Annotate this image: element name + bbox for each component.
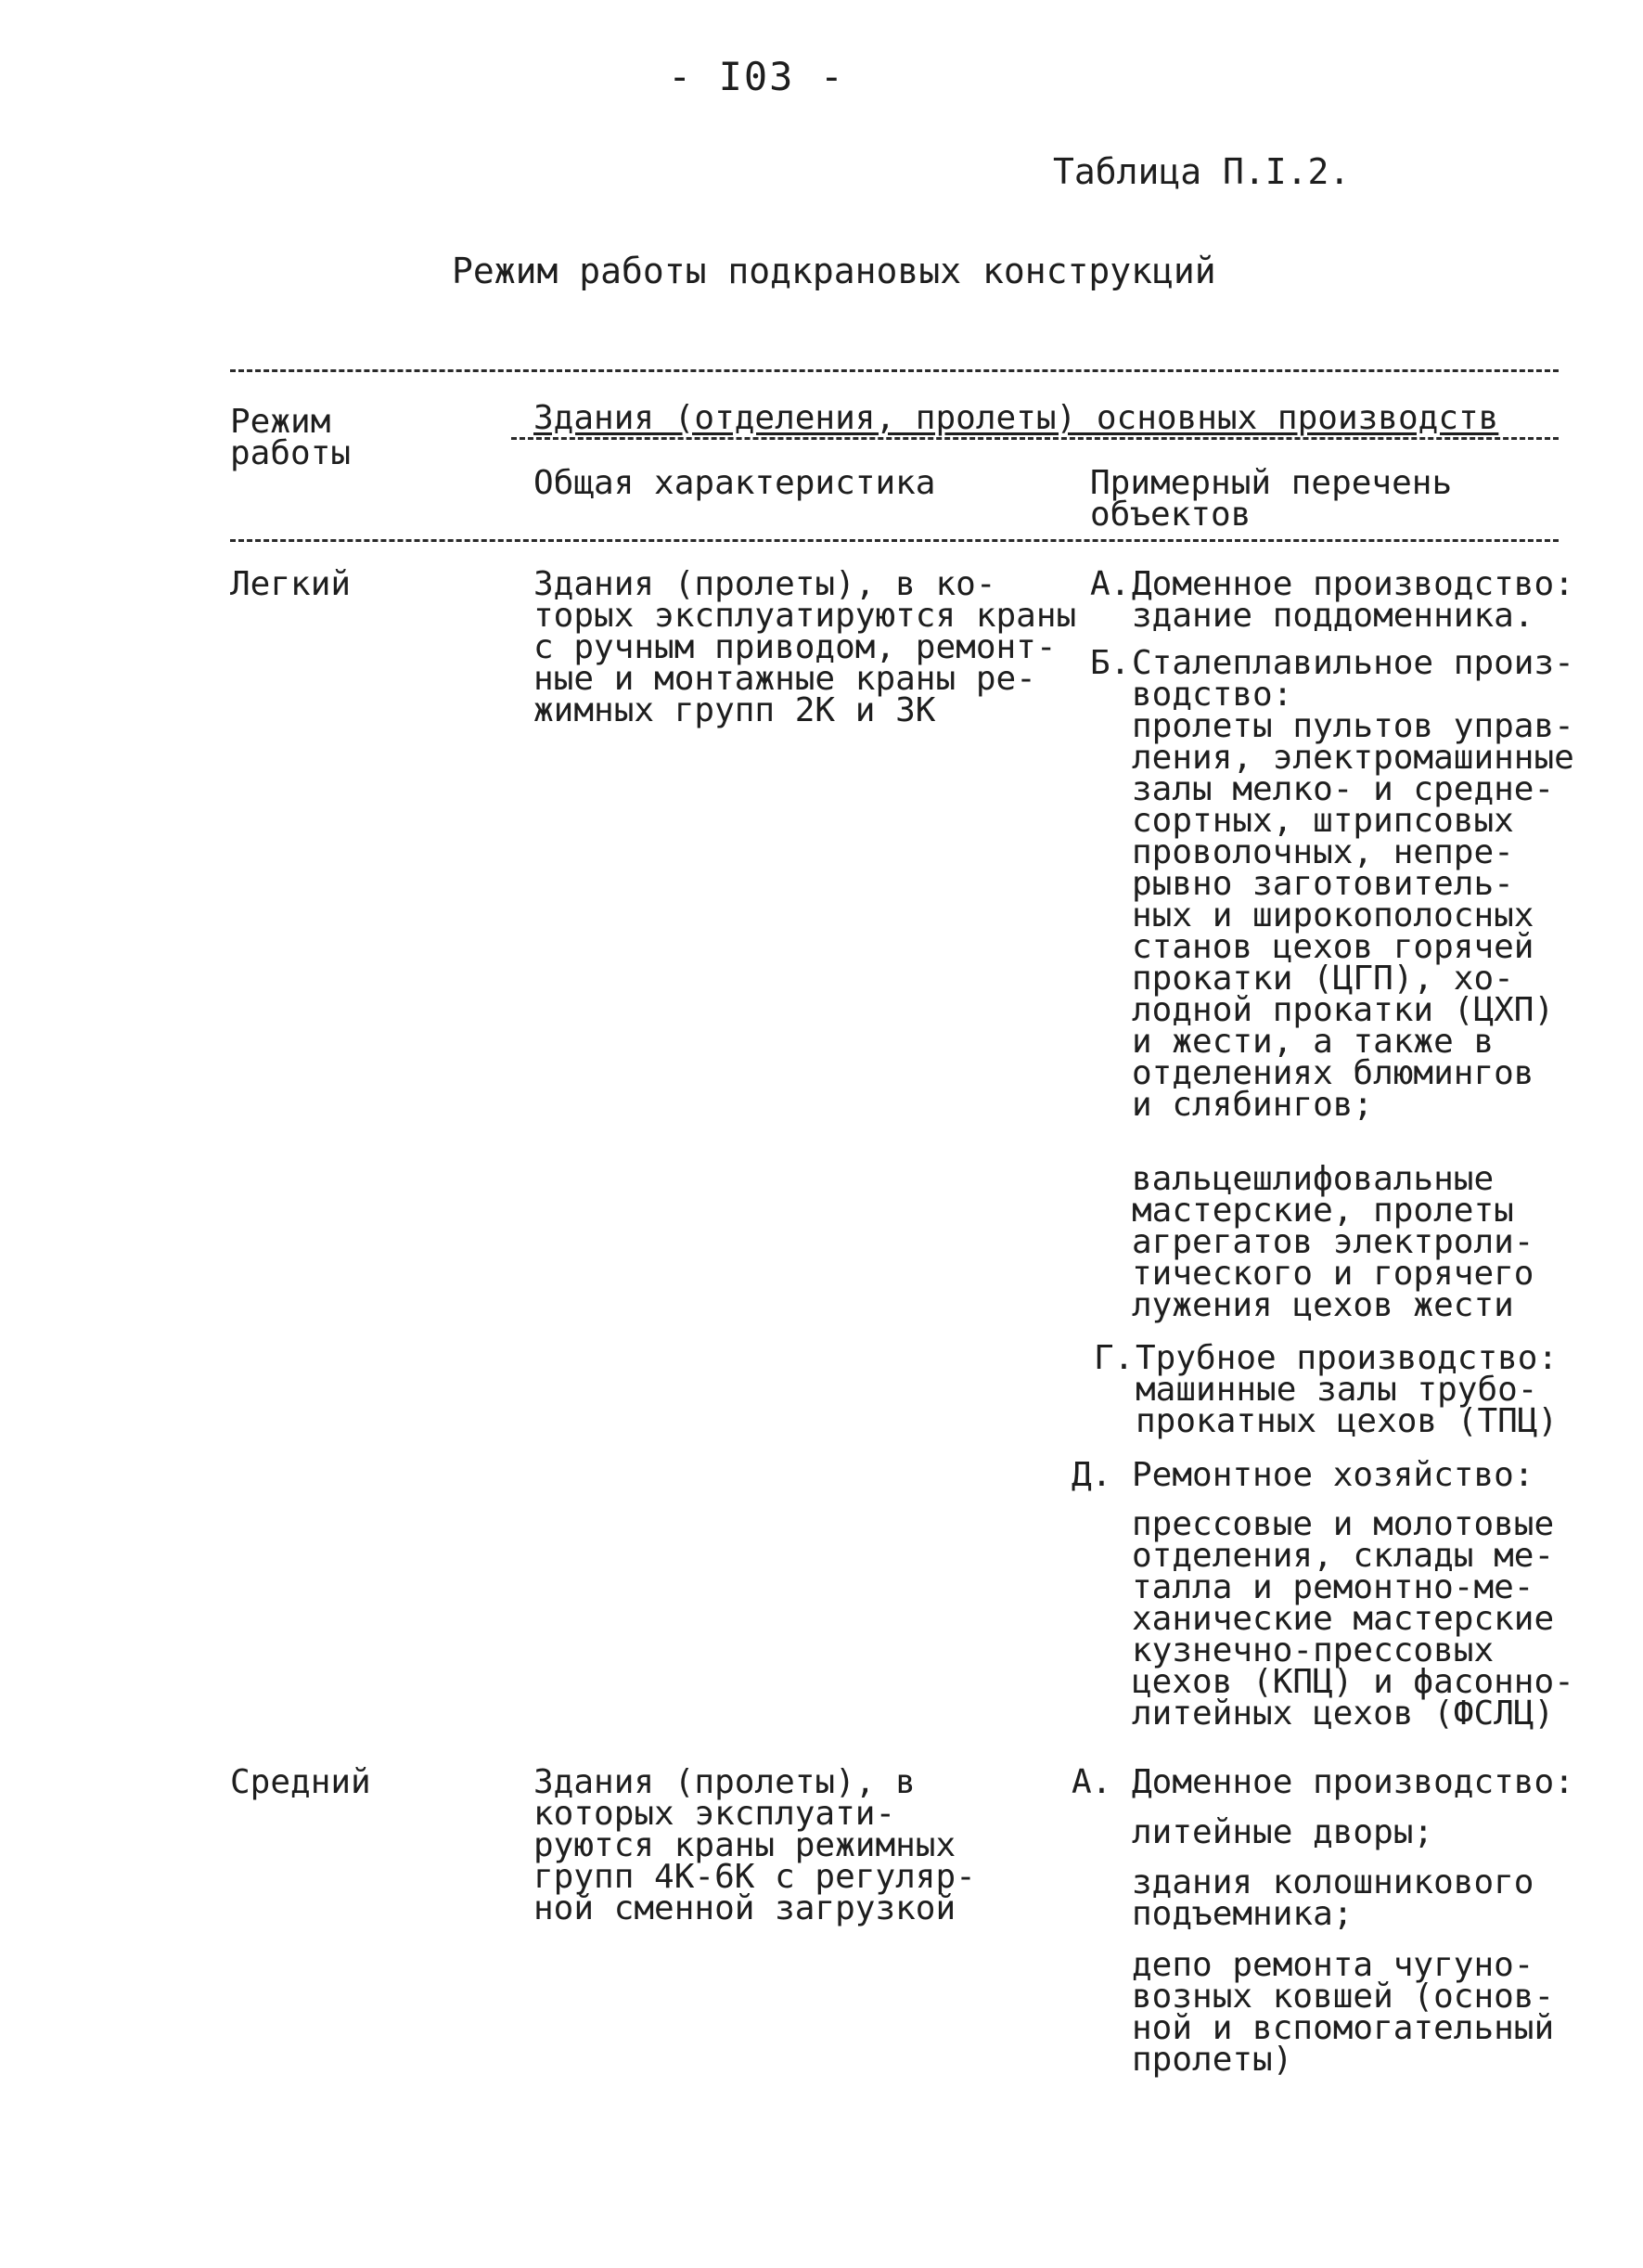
table-number: Таблица П.I.2. xyxy=(1053,151,1351,192)
list-item-label: Трубное производство: xyxy=(1136,1339,1559,1377)
column-header-general: Общая характеристика xyxy=(533,464,936,502)
list-item-body: прессовые и молотовые отделения, склады ме- талла и ремонтно-ме- ханические мастерские кузнечно-прессовых цехов (КПЦ) и фасонно- литейных цехов (ФСЛЦ) xyxy=(1132,1505,1574,1733)
header-bottom-rule xyxy=(230,539,1559,542)
list-item-body: литейные дворы; xyxy=(1132,1813,1434,1851)
list-item-body: здания колошникового подъемника; xyxy=(1132,1863,1534,1933)
row-general-light: Здания (пролеты), в ко- торых эксплуатируются краны с ручным приводом, ремонт- ные и монтажные краны ре- жимных групп 2К и 3К xyxy=(533,565,1077,729)
row-mode-light: Легкий xyxy=(230,565,352,603)
table-top-rule xyxy=(230,369,1559,372)
list-item-letter: Б. xyxy=(1090,644,1131,682)
list-item-letter: Д. xyxy=(1072,1456,1112,1494)
list-item-label: Доменное производство: xyxy=(1132,565,1574,603)
row-mode-medium: Средний xyxy=(230,1763,371,1801)
page-number: - I03 - xyxy=(668,54,846,99)
list-item-letter: А. xyxy=(1072,1763,1112,1801)
group-header-rule xyxy=(511,437,1559,440)
list-item-label: Доменное производство: xyxy=(1132,1763,1574,1801)
row-general-medium: Здания (пролеты), в которых эксплуати- руются краны режимных групп 4К-6К с регуляр- ной сменной загрузкой xyxy=(533,1763,976,1927)
page-title: Режим работы подкрановых конструкций xyxy=(452,251,1216,291)
list-item-letter: Г. xyxy=(1094,1339,1135,1377)
column-group-header: Здания (отделения, пролеты) основных производств xyxy=(533,399,1499,437)
list-item-body: вальцешлифовальные мастерские, пролеты агрегатов электроли- тического и горячего лужения цехов жести xyxy=(1132,1160,1534,1324)
list-item-letter: А. xyxy=(1090,565,1131,603)
column-header-mode: Режим работы xyxy=(230,403,352,472)
list-item-body: депо ремонта чугуно- возных ковшей (основ- ной и вспомогательный пролеты) xyxy=(1132,1946,1555,2079)
list-item-body: водство: пролеты пультов управ- ления, электромашинные залы мелко- и средне- сортных, штрипсовых проволочных, непре- рывно заготовитель- ных и широкополосных станов цехов горячей прокатки (ЦГП), хо- лодной прокатки (ЦХП) и жести, а также в отделениях блюмингов и слябингов; xyxy=(1132,676,1574,1124)
list-item-body: здание поддоменника. xyxy=(1132,597,1534,635)
column-header-list: Примерный перечень объектов xyxy=(1090,464,1453,534)
list-item-label: Сталеплавильное произ- xyxy=(1132,644,1574,682)
list-item-body: машинные залы трубо- прокатных цехов (ТПЦ) xyxy=(1136,1371,1559,1440)
list-item-label: Ремонтное хозяйство: xyxy=(1132,1456,1534,1494)
